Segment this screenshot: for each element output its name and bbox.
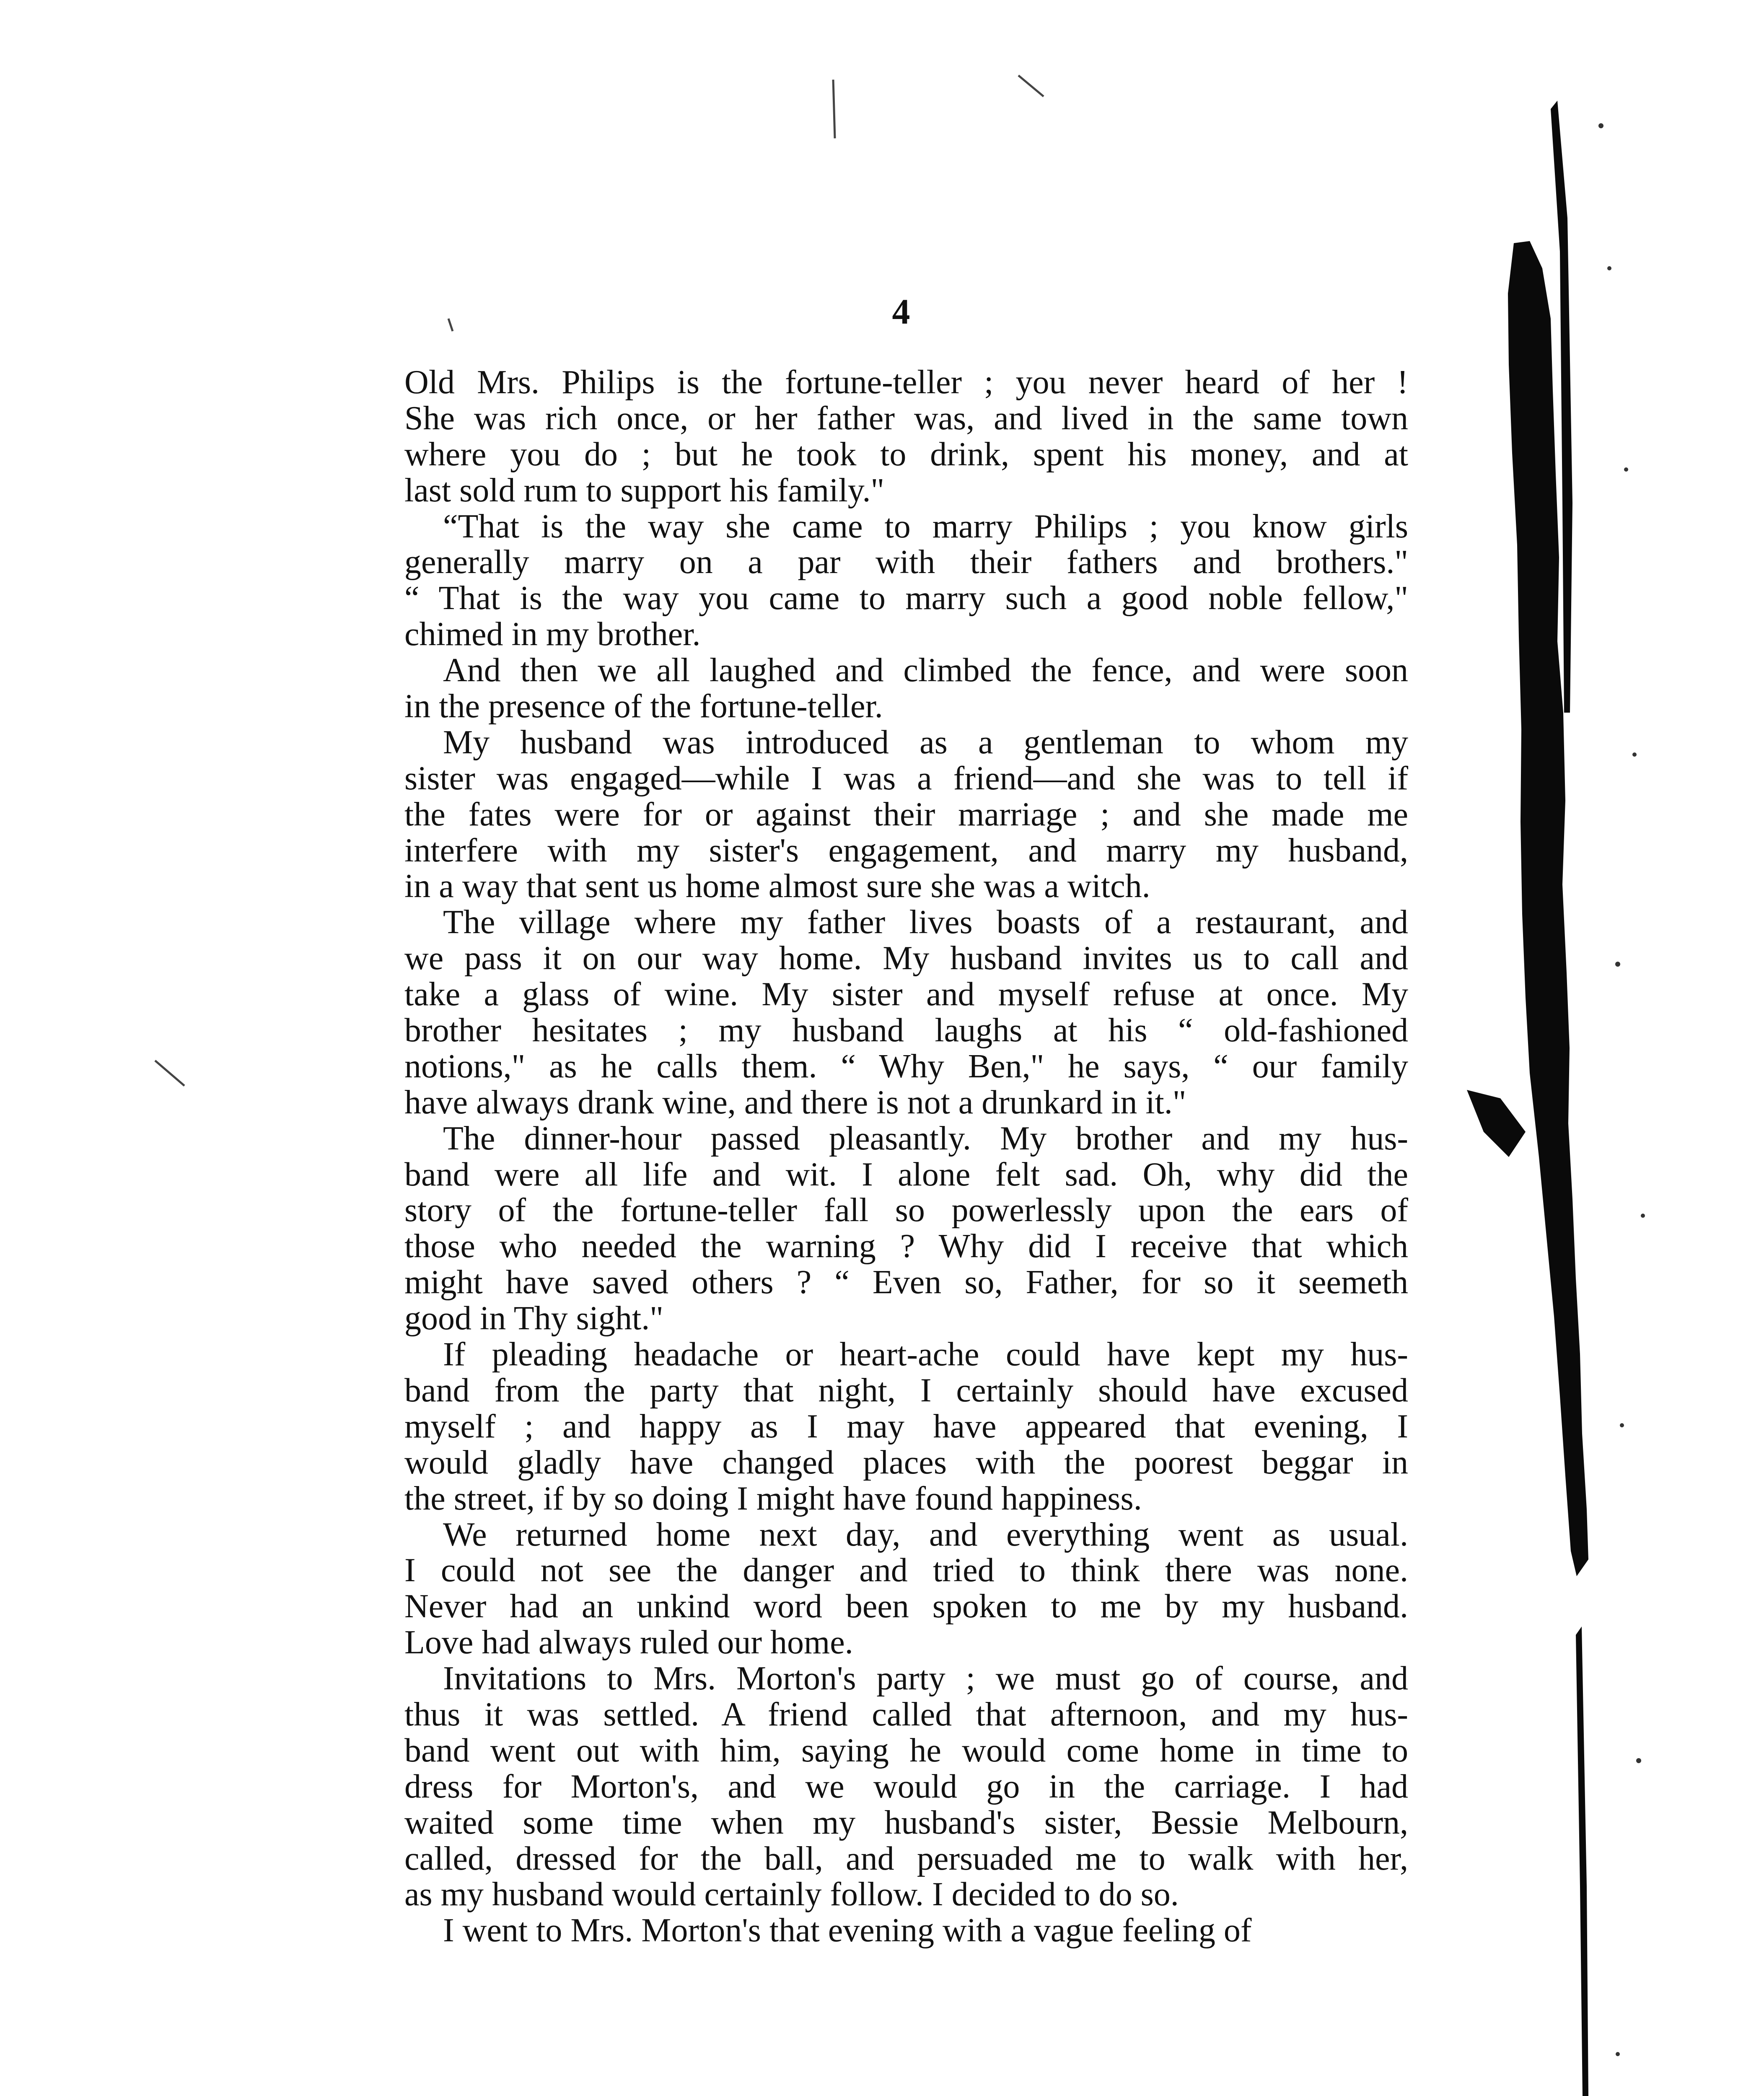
paragraph bbox=[404, 509, 1408, 653]
text-line: we pass it on our way home. My husband invites us to call and bbox=[404, 940, 1408, 977]
page-number: 4 bbox=[892, 291, 910, 332]
binding-speckles bbox=[1598, 123, 1679, 2096]
text-line: might have saved others ? “ Even so, Father, for so it seemeth bbox=[404, 1264, 1408, 1301]
text-line: I could not see the danger and tried to think there was none. bbox=[404, 1552, 1408, 1589]
text-line: The village where my father lives boasts of a restaurant, and bbox=[443, 904, 1408, 941]
text-line: take a glass of wine. My sister and myself refuse at once. My bbox=[404, 976, 1408, 1013]
text-line: chimed in my brother. bbox=[404, 616, 701, 653]
text-line: She was rich once, or her father was, and lived in the same town bbox=[404, 399, 1408, 437]
text-line: last sold rum to support his family." bbox=[404, 472, 885, 509]
text-line: band from the party that night, I certainly should have excused bbox=[404, 1372, 1408, 1409]
body-text bbox=[404, 365, 1408, 1949]
text-line: where you do ; but he took to drink, spent his money, and at bbox=[404, 436, 1408, 473]
text-line: would gladly have changed places with the poorest beggar in bbox=[404, 1444, 1408, 1481]
text-line: called, dressed for the ball, and persuaded me to walk with her, bbox=[404, 1840, 1408, 1877]
paragraph bbox=[404, 653, 1408, 725]
text-line: notions," as he calls them. “ Why Ben," he says, “ our family bbox=[404, 1048, 1408, 1085]
text-line: We returned home next day, and everything went as usual. bbox=[443, 1516, 1408, 1553]
text-line: dress for Morton's, and we would go in the carriage. I had bbox=[404, 1768, 1408, 1805]
text-line: “That is the way she came to marry Philips ; you know girls bbox=[443, 508, 1408, 545]
text-line: “ That is the way you came to marry such a good noble fellow," bbox=[404, 580, 1408, 617]
text-line: have always drank wine, and there is not a drunkard in it." bbox=[404, 1084, 1186, 1121]
text-line: generally marry on a par with their fathers and brothers." bbox=[404, 544, 1408, 581]
paragraph bbox=[404, 1121, 1408, 1337]
text-line: Invitations to Mrs. Morton's party ; we must go of course, and bbox=[443, 1660, 1408, 1697]
text-line: sister was engaged—while I was a friend—and she was to tell if bbox=[404, 760, 1408, 797]
text-line: And then we all laughed and climbed the fence, and were soon bbox=[443, 652, 1408, 689]
text-line: the street, if by so doing I might have found happiness. bbox=[404, 1480, 1142, 1517]
paragraph bbox=[404, 1913, 1408, 1949]
text-line: If pleading headache or heart-ache could have kept my hus- bbox=[443, 1336, 1408, 1373]
text-line: brother hesitates ; my husband laughs at his “ old-fashioned bbox=[404, 1012, 1408, 1049]
text-line: Never had an unkind word been spoken to me by my husband. bbox=[404, 1588, 1408, 1625]
text-line: band were all life and wit. I alone felt sad. Oh, why did the bbox=[404, 1156, 1408, 1193]
text-line: Love had always ruled our home. bbox=[404, 1624, 853, 1661]
text-line: waited some time when my husband's sister, Bessie Melbourn, bbox=[404, 1804, 1408, 1841]
text-line: thus it was settled. A friend called that afternoon, and my hus- bbox=[404, 1696, 1408, 1733]
text-line: the fates were for or against their marriage ; and she made me bbox=[404, 796, 1408, 833]
paragraph bbox=[404, 1337, 1408, 1517]
text-line: story of the fortune-teller fall so powerlessly upon the ears of bbox=[404, 1192, 1408, 1229]
text-line: good in Thy sight." bbox=[404, 1300, 663, 1337]
text-line: interfere with my sister's engagement, and marry my husband, bbox=[404, 832, 1408, 869]
text-line: band went out with him, saying he would come home in time to bbox=[404, 1732, 1408, 1769]
text-line: I went to Mrs. Morton's that evening with a vague feeling of bbox=[443, 1912, 1252, 1949]
paragraph bbox=[404, 905, 1408, 1121]
paragraph bbox=[404, 1517, 1408, 1661]
text-line: Old Mrs. Philips is the fortune-teller ; you never heard of her ! bbox=[404, 364, 1408, 401]
text-line: myself ; and happy as I may have appeared that evening, I bbox=[404, 1408, 1408, 1445]
paragraph bbox=[404, 365, 1408, 509]
text-line: in a way that sent us home almost sure she was a witch. bbox=[404, 868, 1150, 905]
text-line: My husband was introduced as a gentleman to whom my bbox=[443, 724, 1408, 761]
paragraph bbox=[404, 725, 1408, 905]
text-line: The dinner-hour passed pleasantly. My brother and my hus- bbox=[443, 1120, 1408, 1157]
binding-edge-shadow bbox=[1467, 101, 1588, 2096]
text-line: as my husband would certainly follow. I decided to do so. bbox=[404, 1876, 1179, 1913]
text-line: those who needed the warning ? Why did I receive that which bbox=[404, 1228, 1408, 1265]
text-line: in the presence of the fortune-teller. bbox=[404, 688, 883, 725]
paragraph bbox=[404, 1661, 1408, 1913]
